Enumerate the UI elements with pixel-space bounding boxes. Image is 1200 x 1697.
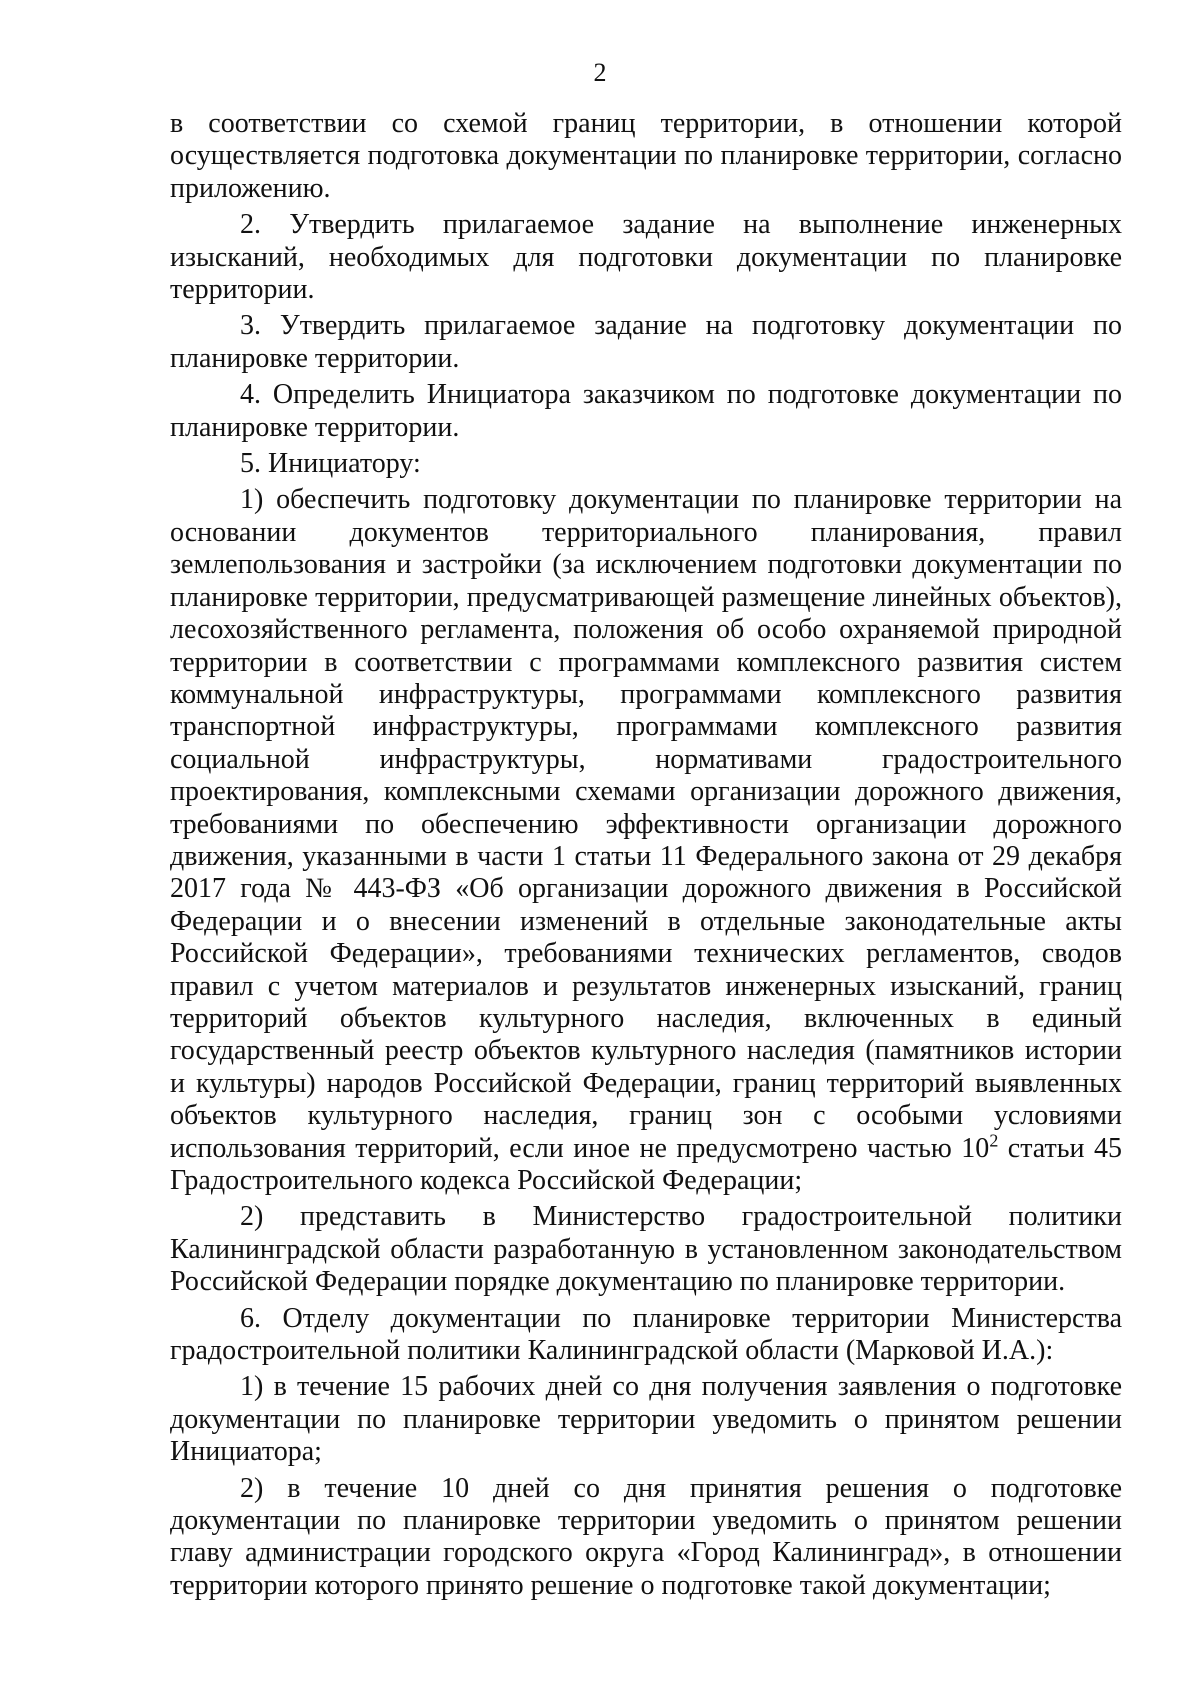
paragraph-item-6: 6. Отделу документации по планировке территории Министерства градостроительной политики Калининградской области (Марковой И.А.): (170, 1302, 1122, 1367)
paragraph-item-6-2: 2) в течение 10 дней со дня принятия решения о подготовке документации по планировке территории уведомить о принятом решении главу администрации городского округа «Город Калининград», в отношении территории которого принято решение о подготовке такой документации; (170, 1472, 1122, 1601)
paragraph-item-5-2: 2) представить в Министерство градостроительной политики Калининградской области разработанную в установленном законодательством Российской Федерации порядке документацию по планировке территории. (170, 1201, 1122, 1298)
paragraph-item-6-1: 1) в течение 15 рабочих дней со дня получения заявления о подготовке документации по планировке территории уведомить о принятом решении Инициатора; (170, 1371, 1122, 1468)
paragraph-item-5: 5. Инициатору: (240, 448, 421, 480)
paragraph-item-4: 4. Определить Инициатора заказчиком по подготовке документации по планировке территории. (170, 379, 1122, 443)
page-number: 2 (593, 58, 607, 87)
paragraph-item-5-1-text: 1) обеспечить подготовку документации по планировке территории на основании документов территориального планирования, правил землепользования и застройки (за исключением подготовки документации по планировке территории, предусматривающей размещение линейных объектов), лесохозяйственного регламента, положения об особо охраняемой природной территории в соответствии с программами комплексного развития систем коммунальной инфраструктуры, программами комплексного развития транспортной инфраструктуры, программами комплексного развития социальной инфраструктуры, нормативами градостроительного проектирования, комплексными схемами организации дорожного движения, требованиями по обеспечению эффективности организации дорожного движения, указанными в части 1 статьи 11 Федерального закона от 29 декабря 2017 года № 443-ФЗ «Об организации дорожного движения в Российской Федерации и о внесении изменений в отдельные законодательные акты Российской Федерации», требованиями технических регламентов, сводов правил с учетом материалов и результатов инженерных изысканий, границ территорий объектов культурного наследия, включенных в единый государственный реестр объектов культурного наследия (памятников истории и культуры) народов Российской Федерации, границ территорий выявленных объектов культурного наследия, границ зон с особыми условиями использования территорий, если иное не предусмотрено частью 10 (170, 484, 1122, 1164)
paragraph-item-2: 2. Утвердить прилагаемое задание на выполнение инженерных изысканий, необходимых для подготовки документации по планировке территории. (170, 209, 1122, 306)
paragraph-continuation: в соответствии со схемой границ территории, в отношении которой осуществляется подготовка документации по планировке территории, согласно приложению. (170, 108, 1122, 204)
document-body (170, 108, 1122, 1606)
paragraph-item-3: 3. Утвердить прилагаемое задание на подготовку документации по планировке территории. (170, 310, 1122, 374)
paragraph-item-5-1 (170, 484, 1122, 1197)
superscript-2: 2 (989, 1130, 999, 1151)
paragraph-item-5-1-tail: статьи 45 Градостроительного кодекса Российской Федерации; (170, 1132, 1122, 1196)
